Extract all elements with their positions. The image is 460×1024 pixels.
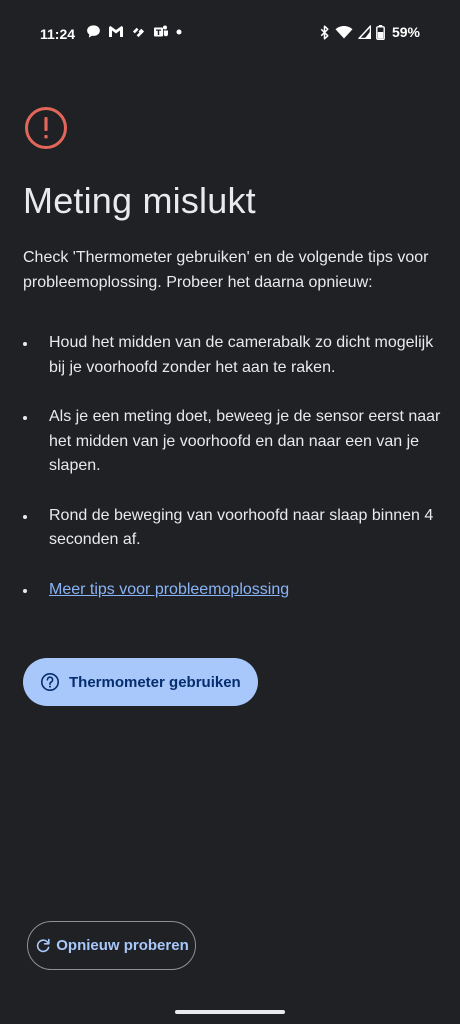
more-dot-icon	[176, 29, 182, 35]
cell-signal-icon	[358, 25, 371, 39]
bluetooth-icon	[319, 25, 330, 40]
more-tips-link[interactable]: Meer tips voor probleemoplossing	[49, 580, 290, 598]
battery-percentage: 59%	[391, 24, 420, 40]
use-thermometer-label: Thermometer gebruiken	[69, 673, 241, 691]
help-circle-icon	[40, 672, 69, 692]
status-bar	[0, 22, 460, 46]
tip-item: Houd het midden van de camerabalk zo dicht mogelijk bij je voorhoofd zonder het aan te raken.	[23, 331, 443, 380]
teams-icon	[153, 24, 169, 39]
status-time: 11:24	[40, 26, 76, 42]
use-thermometer-button[interactable]	[23, 658, 258, 706]
page-title: Meting mislukt	[23, 180, 256, 221]
intro-text: Check 'Thermometer gebruiken' en de volgende tips voor probleemoplossing. Probeer het daarna opnieuw:	[23, 249, 429, 291]
refresh-icon	[34, 937, 52, 955]
tip-item: Als je een meting doet, beweeg je de sensor eerst naar het midden van je voorhoofd en dan naar een van je slapen.	[23, 405, 443, 479]
gesture-nav-handle[interactable]	[175, 1010, 285, 1014]
system-icons	[319, 24, 420, 40]
gmail-icon	[108, 25, 124, 38]
google-pay-icon	[131, 25, 146, 38]
error-circle-icon	[24, 106, 68, 150]
retry-button[interactable]	[27, 921, 196, 970]
notification-icons	[86, 24, 182, 39]
tip-item-link	[23, 578, 443, 603]
tips-list	[23, 331, 443, 627]
retry-label: Opnieuw proberen	[56, 937, 189, 954]
wifi-icon	[335, 25, 353, 39]
tip-item: Rond de beweging van voorhoofd naar slaap binnen 4 seconden af.	[23, 504, 443, 553]
chat-bubble-icon	[86, 24, 101, 39]
battery-icon	[376, 25, 385, 40]
